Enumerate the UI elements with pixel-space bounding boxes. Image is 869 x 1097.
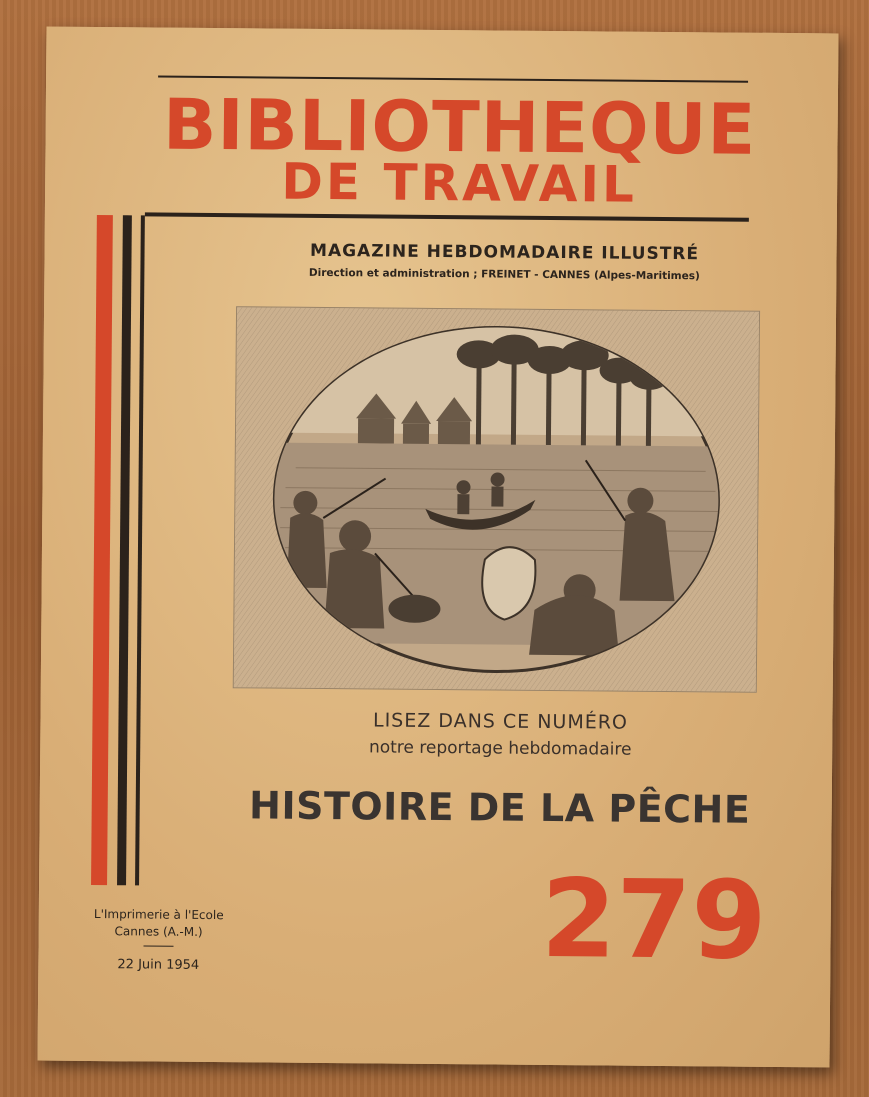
magazine-subtitle: MAGAZINE HEBDOMADAIRE ILLUSTRÉ bbox=[309, 240, 700, 265]
title-line-1: BIBLIOTHEQUE bbox=[162, 83, 757, 171]
red-stripe bbox=[91, 215, 113, 885]
top-rule bbox=[158, 76, 748, 83]
thin-black-stripe bbox=[135, 215, 145, 885]
fishing-engraving bbox=[233, 306, 760, 693]
imprint-line-2: Cannes (A.-M.) bbox=[114, 924, 203, 939]
title-line-2: DE TRAVAIL bbox=[281, 152, 638, 214]
magazine-cover bbox=[38, 27, 839, 1068]
direction-line: Direction et administration ; FREINET - CANNES (Alpes-Maritimes) bbox=[308, 266, 700, 283]
black-stripe bbox=[117, 215, 132, 885]
title-rule bbox=[145, 212, 749, 221]
reportage-line: notre reportage hebdomadaire bbox=[368, 737, 632, 760]
imprint-line-1: L'Imprimerie à l'Ecole bbox=[93, 907, 224, 923]
imprint-rule bbox=[144, 945, 174, 946]
lisez-heading: LISEZ DANS CE NUMÉRO bbox=[372, 709, 629, 734]
issue-date: 22 Juin 1954 bbox=[117, 957, 200, 973]
engraving-picture bbox=[234, 307, 759, 692]
issue-number: 279 bbox=[540, 856, 768, 984]
headline: HISTOIRE DE LA PÊCHE bbox=[248, 783, 751, 832]
